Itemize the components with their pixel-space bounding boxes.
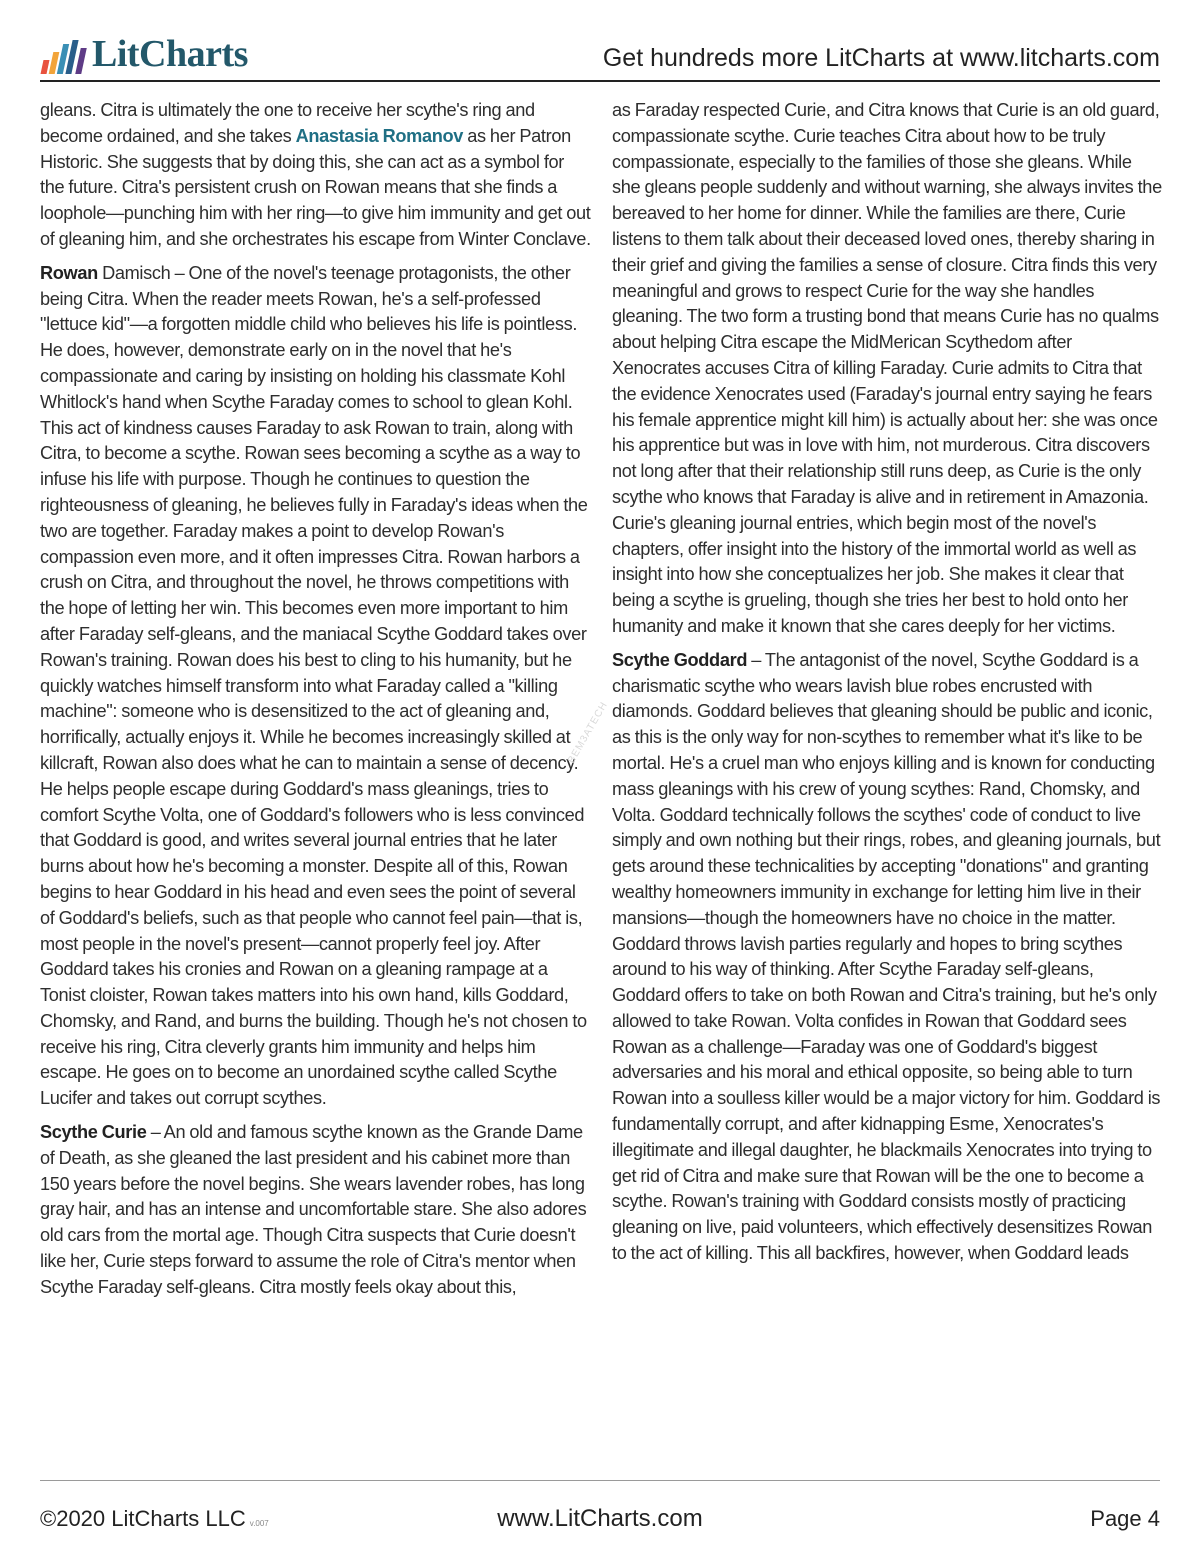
text-run: as her Patron Historic. She suggests that by doing this, she can act as a symbol for the future. Citra's persistent crush on Rowan means that she finds a loophole—punching him with her ring—to give him immunity and get out of gleaning him, and she orchestrates his escape from Winter Conclave.: [40, 125, 591, 249]
promo-link[interactable]: Get hundreds more LitCharts at www.litcharts.com: [602, 44, 1160, 72]
rowan-term: Rowan: [40, 262, 98, 283]
litcharts-logo[interactable]: [42, 34, 248, 74]
site-link[interactable]: www.LitCharts.com: [497, 1505, 703, 1532]
logo-bars-icon: [42, 40, 84, 74]
copyright-text: ©2020 LitCharts LLC: [40, 1506, 246, 1531]
rowan-paragraph: [40, 261, 592, 1112]
text-run: gleans. Citra is ultimately the one to receive her scythe's ring and become ordained, and she takes: [40, 100, 535, 146]
text-run: – The antagonist of the novel, Scythe Goddard is a charismatic scythe who wears lavish blue robes encrusted with diamonds. Goddard believes that gleaning should be public and iconic, as this is the only way for non-scythes to remember what it's like to be mortal. He's a cruel man who enjoys killing and is known for conducting mass gleanings with his crew of young scythes: Rand, Chomsky, and Volta. Goddard technically follows the scythes' code of conduct to live simply and own nothing but their rings, robes, and gleaning journals, but gets around these technicalities by accepting "donations" and granting wealthy homeowners immunity in exchange for letting him live in their mansions—though the homeowners have no choice in the matter. Goddard throws lavish parties regularly and hopes to bring scythes around to his way of thinking. After Scythe Faraday self-gleans, Goddard offers to take on both Rowan and Citra's training, but he's only allowed to take Rowan. Volta confides in Rowan that Goddard sees Rowan as a challenge—Faraday was one of Goddard's biggest adversaries and his moral and ethical opposite, so being able to turn Rowan into a soulless killer would be a major victory for him. Goddard is fundamentally corrupt, and after kidnapping Esme, Xenocrates's illegitimate and illegal daughter, he blackmails Xenocrates into trying to get rid of Citra and make sure that Rowan will be the one to become a scythe. Rowan's training with Goddard consists mostly of practicing gleaning on live, paid volunteers, which effectively desensitizes Rowan to the act of killing. This all backfires, however, when Goddard leads: [612, 649, 1161, 1264]
page-header: [0, 0, 1200, 90]
curie-paragraph: [40, 1120, 592, 1301]
page-number: Page 4: [1090, 1506, 1160, 1531]
header-divider: [40, 80, 1160, 82]
goddard-paragraph: [612, 648, 1162, 1267]
citra-paragraph-end: [40, 98, 592, 253]
curie-term: Scythe Curie: [40, 1122, 147, 1143]
logo-bar: [75, 48, 87, 74]
text-run: as Faraday respected Curie, and Citra knows that Curie is an old guard, compassionate scythe. Curie teaches Citra about how to be truly compassionate, especially to the families of those she gleans. While she gleans people suddenly and without warning, she always invites the bereaved to her home for dinner. While the families are there, Curie listens to them talk about their deceased loved ones, thereby sharing in their grief and giving the families a sense of closure. Citra finds this very meaningful and grows to respect Curie for the way she handles gleaning. The two form a trusting bond that means Curie has no qualms about helping Citra escape the MidMerican Scythedom after Xenocrates accuses Citra of killing Faraday. Curie admits to Citra that the evidence Xenocrates used (Faraday's journal entry saying he fears his female apprentice might kill him) is actually about her: she was once his apprentice but was in love with him, not murderous. Citra discovers not long after that their relationship still runs deep, as Curie is the only scythe who knows that Faraday is alive and in retirement in Amazonia. Curie's gleaning journal entries, which begin most of the novel's chapters, offer insight into the history of the immortal world as well as insight into how she conceptualizes her job. She makes it clear that being a scythe is grueling, though she tries her best to hold onto her humanity and make it known that she cares deeply for her victims.: [612, 100, 1162, 636]
left-column: [40, 98, 592, 1309]
goddard-term: Scythe Goddard: [612, 649, 748, 670]
right-column: [612, 98, 1162, 1275]
anastasia-romanov-link[interactable]: Anastasia Romanov: [295, 125, 464, 146]
footer-divider: [40, 1480, 1160, 1481]
logo-text: LitCharts: [92, 33, 248, 75]
text-run: Damisch – One of the novel's teenage protagonists, the other being Citra. When the reader meets Rowan, he's a self-professed "lettuce kid"—a forgotten middle child who believes his life is pointless. He does, however, demonstrate early on in the novel that he's compassionate and caring by insisting on holding his classmate Kohl Whitlock's hand when Scythe Faraday comes to school to glean Kohl. This act of kindness causes Faraday to ask Rowan to train, along with Citra, to become a scythe. Rowan sees becoming a scythe as a way to infuse his life with purpose. Though he continues to question the righteousness of gleaning, he believes fully in Faraday's ideas when the two are together. Faraday makes a point to develop Rowan's compassion even more, and it often impresses Citra. Rowan harbors a crush on Citra, and throughout the novel, he throws competitions with the hope of letting her win. This becomes even more important to him after Faraday self-gleans, and the maniacal Scythe Goddard takes over Rowan's training. Rowan does his best to cling to his humanity, but he quickly watches himself transform into what Faraday called a "killing machine": someone who is desensitized to the act of gleaning and, horrifically, actually enjoys it. While he becomes increasingly skilled at killcraft, Rowan also does what he can to maintain a sense of decency. He helps people escape during Goddard's mass gleanings, tries to comfort Scythe Volta, one of Goddard's followers who is less convinced that Goddard is good, and writes several journal entries that he later burns about how he's becoming a monster. Despite all of this, Rowan begins to hear Goddard in his head and even sees the point of several of Goddard's beliefs, such as that people who cannot feel pain—that is, most people in the novel's present—cannot properly feel joy. After Goddard takes his cronies and Rowan on a gleaning rampage at a Tonist cloister, Rowan takes matters into his own hand, kills Goddard, Chomsky, and Rand, and burns the building. Though he's not chosen to receive his ring, Citra cleverly grants him immunity and helps him escape. He goes on to become an unordained scythe called Scythe Lucifer and takes out corrupt scythes.: [40, 262, 588, 1109]
version-label: v.007: [249, 1519, 269, 1528]
curie-paragraph-continued: [612, 98, 1162, 640]
text-run: – An old and famous scythe known as the Grande Dame of Death, as she gleaned the last president and his cabinet more than 150 years before the novel begins. She wears lavender robes, has long gray hair, and has an intense and uncomfortable stare. She also adores old cars from the mortal age. Though Citra suspects that Curie doesn't like her, Curie steps forward to assume the role of Citra's mentor when Scythe Faraday self-gleans. Citra mostly feels okay about this,: [40, 1122, 587, 1297]
watermark: BEM3ATECH: [566, 699, 611, 766]
